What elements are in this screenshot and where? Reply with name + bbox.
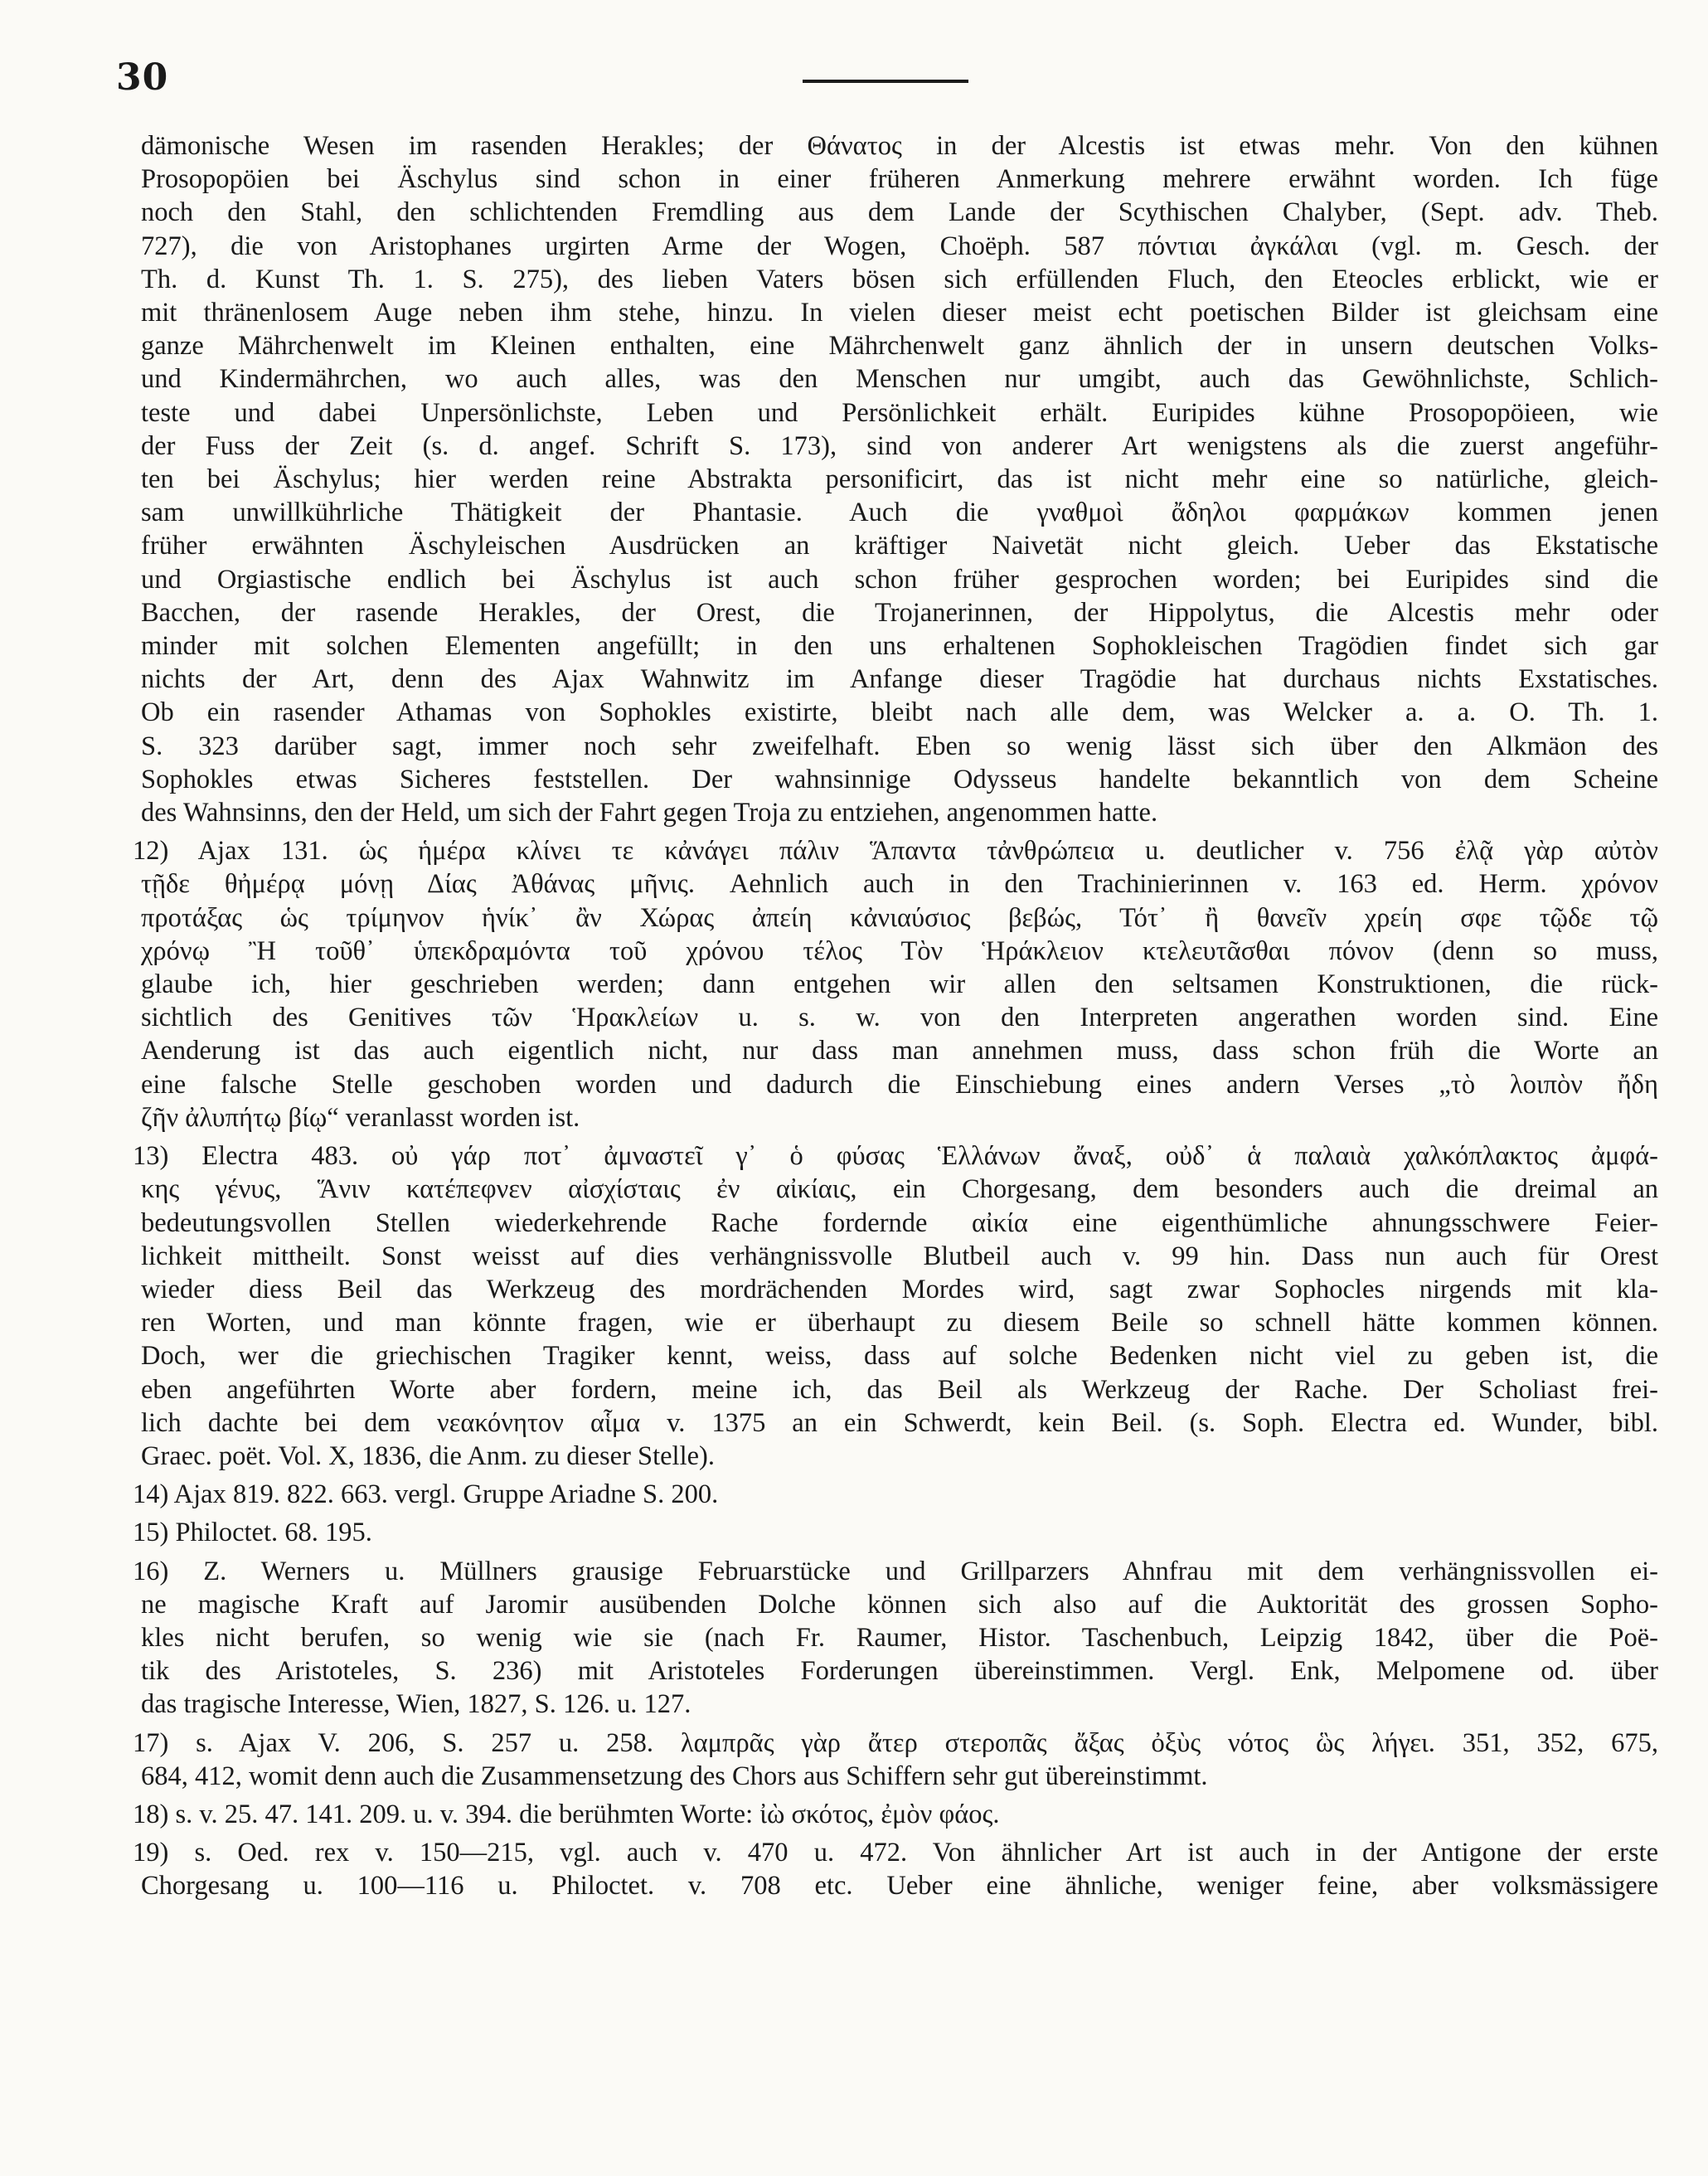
text-line: lich dachte bei dem νεακόνητον αἷμα v. 1375 an ein Schwerdt, kein Beil. (s. Soph. Electra ed. Wunder, bibl. [141,1407,1658,1438]
text-line: Aenderung ist das auch eigentlich nicht, nur dass man annehmen muss, dass schon früh die Worte an [141,1036,1658,1066]
text-line: ten bei Äschylus; hier werden reine Abstrakta personificirt, das ist nicht mehr eine so natürliche, gleich- [141,464,1658,495]
text-line: 17) s. Ajax V. 206, S. 257 u. 258. λαμπρᾶς γὰρ ἄτερ στεροπᾶς ἄξας ὀξὺς νότος ὣς λήγει. 351, 352, 675, [133,1727,1658,1758]
text-line: bedeutungsvollen Stellen wiederkehrende Rache fordernde αἰκία eine eigenthümliche ahnungsschwere Feier- [141,1207,1658,1238]
text-line: 13) Electra 483. οὐ γάρ ποτ᾽ ἀμναστεῖ γ᾽ ὁ φύσας Ἑλλάνων ἄναξ, οὐδ᾽ ἁ παλαιὰ χαλκόπλακτος ἀμφά- [133,1141,1658,1172]
text-line: kles nicht berufen, so wenig wie sie (nach Fr. Raumer, Histor. Taschenbuch, Leipzig 1842, über die Poë- [141,1622,1658,1653]
text-line: das tragische Interesse, Wien, 1827, S. 126. u. 127. [141,1689,691,1720]
text-line: wieder diess Beil das Werkzeug des mordrächenden Mordes wird, sagt zwar Sophocles nirgends mit kla- [141,1274,1658,1304]
text-line: ne magische Kraft auf Jaromir ausübenden Dolche können sich also auf die Auktorität des grossen Sopho- [141,1589,1658,1620]
text-line: Chorgesang u. 100—116 u. Philoctet. v. 708 etc. Ueber eine ähnliche, weniger feine, aber volksmässigere [141,1871,1658,1902]
text-line: Th. d. Kunst Th. 1. S. 275), des lieben Vaters bösen sich erfüllenden Fluch, den Eteocles erblickt, wie er [141,264,1658,294]
text-line: Doch, wer die griechischen Tragiker kennt, weiss, dass auf solche Bedenken nicht viel zu geben ist, die [141,1341,1658,1372]
text-line: ganze Mährchenwelt im Kleinen enthalten, eine Mährchenwelt ganz ähnlich der in unsern deutschen Volks- [141,331,1658,362]
text-line: Ob ein rasender Athamas von Sophokles existirte, bleibt nach alle dem, was Welcker a. a. O. Th. 1. [141,697,1658,728]
text-line: 15) Philoctet. 68. 195. [133,1518,372,1548]
text-line: Prosopopöien bei Äschylus sind schon in einer früheren Anmerkung mehrere erwähnt worden. Ich füge [141,164,1658,195]
text-line: 727), die von Aristophanes urgirten Arme der Wogen, Choëph. 587 πόντιαι ἀγκάλαι (vgl. m. Gesch. der [141,231,1658,261]
text-line: 18) s. v. 25. 47. 141. 209. u. v. 394. die berühmten Worte: ἰὼ σκότος, ἐμὸν φάος. [133,1799,1000,1829]
text-line: sam unwillkührliche Thätigkeit der Phantasie. Auch die γναθμοὶ ἄδηλοι φαρμάκων kommen jenen [141,498,1658,528]
header-rule [803,80,968,83]
text-line: Sophokles etwas Sicheres feststellen. Der wahnsinnige Odysseus handelte bekanntlich von dem Scheine [141,764,1658,794]
text-line: des Wahnsinns, den der Held, um sich der Fahrt gegen Troja zu entziehen, angenommen hatte. [141,798,1158,828]
text-line: glaube ich, hier geschrieben werden; dann entgehen wir allen den seltsamen Konstruktionen, die rück- [141,969,1658,1000]
text-line: 12) Ajax 131. ὡς ἡμέρα κλίνει τε κἀνάγει πάλιν Ἅπαντα τἀνθρώπεια u. deutlicher v. 756 ἐλᾷ γὰρ αὐτὸν [133,836,1658,867]
text-line: und Orgiastische endlich bei Äschylus ist auch schon früher gesprochen worden; bei Euripides sind die [141,564,1658,595]
text-line: ζῆν ἀλυπήτῳ βίῳ“ veranlasst worden ist. [141,1102,580,1133]
text-line: nichts der Art, denn des Ajax Wahnwitz im Anfange dieser Tragödie hat durchaus nichts Exstatisches. [141,664,1658,695]
text-line: dämonische Wesen im rasenden Herakles; der Θάνατος in der Alcestis ist etwas mehr. Von den kühnen [141,131,1658,161]
text-line: noch den Stahl, den schlichtenden Fremdling aus dem Lande der Scythischen Chalyber, (Sept. adv. Theb. [141,197,1658,228]
text-line: eine falsche Stelle geschoben worden und dadurch die Einschiebung eines andern Verses „τὸ λοιπὸν ἤδη [141,1069,1658,1100]
text-line: lichkeit mittheilt. Sonst weisst auf dies verhängnissvolle Blutbeil auch v. 99 hin. Dass nun auch für Orest [141,1241,1658,1271]
text-line: 14) Ajax 819. 822. 663. vergl. Gruppe Ariadne S. 200. [133,1479,719,1510]
text-line: 19) s. Oed. rex v. 150—215, vgl. auch v. 470 u. 472. Von ähnlicher Art ist auch in der Antigone der erste [133,1838,1658,1868]
text-line: der Fuss der Zeit (s. d. angef. Schrift S. 173), sind von anderer Art wenigstens als die zuerst angeführ- [141,430,1658,461]
text-line: 684, 412, womit denn auch die Zusammensetzung des Chors aus Schiffern sehr gut übereinstimmt. [141,1761,1208,1791]
text-line: sichtlich des Genitives τῶν Ἡρακλείων u. s. w. von den Interpreten angerathen worden sind. Eine [141,1003,1658,1033]
text-line: S. 323 darüber sagt, immer noch sehr zweifelhaft. Eben so wenig lässt sich über den Alkmäon des [141,731,1658,761]
text-line: τῇδε θἠμέρᾳ μόνῃ Δίας Ἀθάνας μῆνις. Aehnlich auch in den Trachinierinnen v. 163 ed. Herm. χρόνον [141,869,1658,900]
text-line: mit thränenlosem Auge neben ihm stehe, hinzu. In vielen dieser meist echt poetischen Bilder ist gleichsam eine [141,298,1658,328]
text-line: teste und dabei Unpersönlichste, Leben und Persönlichkeit erhält. Euripides kühne Prosopopöieen, wie [141,397,1658,428]
text-line: ren Worten, und man könnte fragen, wie er überhaupt zu diesem Beile so schnell hätte kommen können. [141,1308,1658,1338]
page-number: 30 [116,56,169,99]
text-line: eben angeführten Worte aber fordern, meine ich, das Beil als Werkzeug der Rache. Der Scholiast frei- [141,1374,1658,1405]
page-text [133,129,1658,1903]
text-line: Graec. poët. Vol. X, 1836, die Anm. zu dieser Stelle). [141,1440,715,1471]
text-line: 16) Z. Werners u. Müllners grausige Februarstücke und Grillparzers Ahnfrau mit dem verhängnissvollen ei- [133,1556,1658,1586]
text-line: tik des Aristoteles, S. 236) mit Aristoteles Forderungen übereinstimmen. Vergl. Enk, Melpomene od. über [141,1656,1658,1687]
text-line: χρόνῳ Ἢ τοῦθ᾽ ὑπεκδραμόντα τοῦ χρόνου τέλος Τὸν Ἡράκλειον κτελευτᾶσθαι πόνον (denn so muss, [141,935,1658,966]
text-line: κης γένυς, Ἅνιν κατέπεφνεν αἰσχίσταις ἐν αἰκίαις, ein Chorgesang, dem besonders auch die dreimal an [141,1174,1658,1205]
text-line: früher erwähnten Äschyleischen Ausdrücken an kräftiger Naivetät nicht gleich. Ueber das Ekstatische [141,531,1658,561]
text-line: Bacchen, der rasende Herakles, der Orest, die Trojanerinnen, der Hippolytus, die Alcestis mehr oder [141,597,1658,628]
text-line: minder mit solchen Elementen angefüllt; in den uns erhaltenen Sophokleischen Tragödien findet sich gar [141,631,1658,662]
text-line: προτάξας ὡς τρίμηνον ἡνίκ᾽ ἂν Χώρας ἀπείη κἀνιαύσιος βεβώς, Τότ᾽ ἢ θανεῖν χρείη σφε τῷδε τῷ [141,902,1658,933]
text-line: und Kindermährchen, wo auch alles, was den Menschen nur umgibt, auch das Gewöhnlichste, Schlich- [141,364,1658,395]
